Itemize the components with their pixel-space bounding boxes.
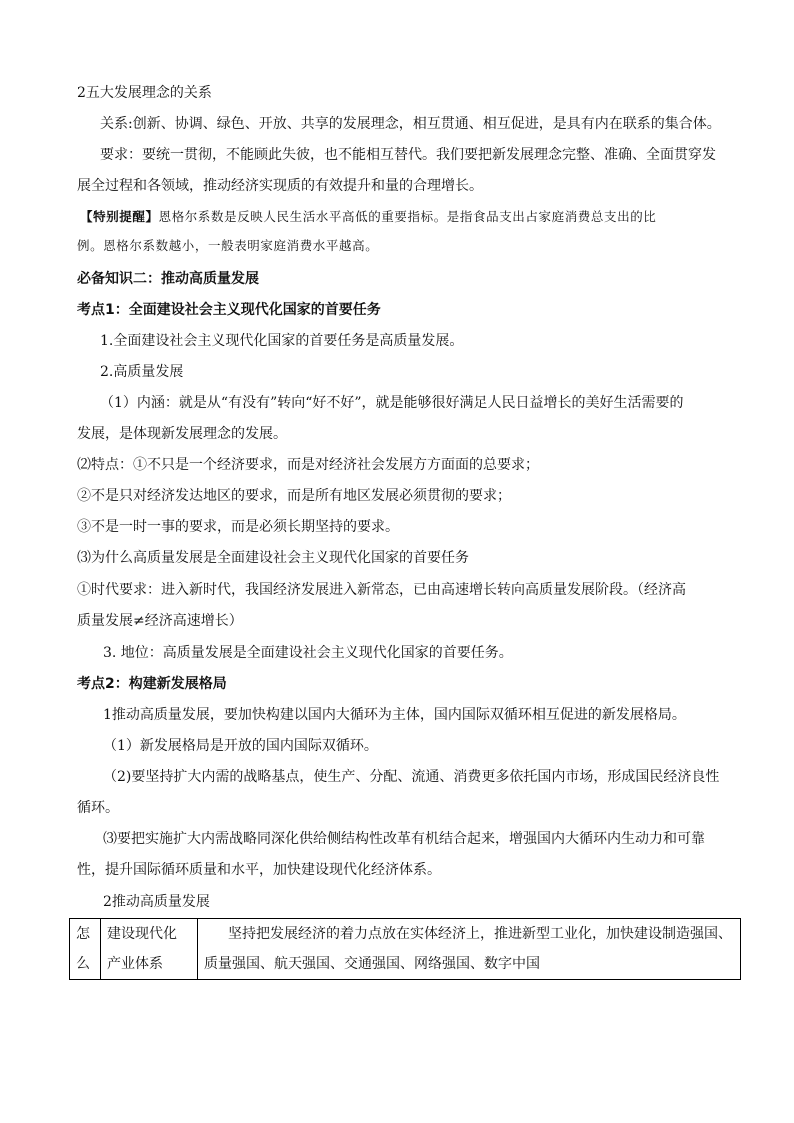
paragraph-line: 1推动高质量发展，要加快构建以国内大循环为主体，国内国际双循环相互促进的新发展格局。: [103, 707, 686, 723]
knowledge-heading: 必备知识二：推动高质量发展: [77, 271, 259, 287]
exam-point-heading: 考点2：构建新发展格局: [77, 676, 227, 692]
tip-line: 例。恩格尔系数越小，一般表明家庭消费水平越高。: [77, 238, 379, 253]
paragraph-line: ①时代要求：进入新时代，我国经济发展进入新常态，已由高速增长转向高质量发展阶段。（经济高: [77, 582, 686, 598]
paragraph-line: （1）新发展格局是开放的国内国际双循环。: [103, 738, 378, 754]
paragraph-line: 循环。: [77, 800, 119, 816]
tip-tag: 【特别提醒】: [80, 209, 159, 224]
table-cell-category: 建设现代化 产业体系: [101, 919, 198, 980]
paragraph-line: 性，提升国际循环质量和水平，加快建设现代化经济体系。: [77, 862, 441, 878]
paragraph-line: 展全过程和各领域，推动经济实现质的有效提升和量的合理增长。: [77, 178, 483, 194]
paragraph-line: 关系:创新、协调、绿色、开放、共享的发展理念，相互贯通、相互促进，是具有内在联系的集合体。: [100, 116, 721, 132]
development-table: [69, 918, 741, 980]
paragraph-line: ③不是一时一事的要求，而是必须长期坚持的要求。: [77, 519, 399, 535]
paragraph-line: 3. 地位：高质量发展是全面建设社会主义现代化国家的首要任务。: [103, 645, 513, 661]
paragraph-line: 2推动高质量发展: [103, 894, 210, 910]
paragraph-line: 发展，是体现新发展理念的发展。: [77, 426, 287, 442]
tip-text: 恩格尔系数是反映人民生活水平高低的重要指标。是指食品支出占家庭消费总支出的比: [158, 209, 657, 224]
table-cell-how: 怎 么: [70, 919, 101, 980]
paragraph-line: 要求：要统一贯彻，不能顾此失彼，也不能相互替代。我们要把新发展理念完整、准确、全面贯穿发: [100, 147, 716, 163]
paragraph-line: ⑶为什么高质量发展是全面建设社会主义现代化国家的首要任务: [77, 550, 469, 566]
exam-point-heading: 考点1：全面建设社会主义现代化国家的首要任务: [77, 302, 381, 318]
tip-line: [80, 208, 656, 226]
table-row: [70, 919, 741, 980]
paragraph-line: ⑵特点：①不只是一个经济要求，而是对经济社会发展方方面面的总要求；: [77, 457, 539, 473]
paragraph-line: 质量发展≠经济高速增长）: [77, 613, 243, 629]
paragraph-line: ⑶要把实施扩大内需战略同深化供给侧结构性改革有机结合起来，增强国内大循环内生动力和可靠: [103, 831, 705, 847]
paragraph-line: 2.高质量发展: [100, 364, 184, 380]
paragraph-line: （2)要坚持扩大内需的战略基点，使生产、分配、流通、消费更多依托国内市场，形成国民经济良性: [103, 769, 720, 785]
paragraph-line: ②不是只对经济发达地区的要求，而是所有地区发展必须贯彻的要求；: [77, 488, 511, 504]
table-cell-content: 坚持把发展经济的着力点放在实体经济上，推进新型工业化，加快建设制造强国、 质量强国、航天强国、交通强国、网络强国、数字中国: [198, 919, 741, 980]
paragraph-line: 1.全面建设社会主义现代化国家的首要任务是高质量发展。: [100, 333, 464, 349]
paragraph-line: （1）内涵：就是从“有没有”转向“好不好”，就是能够很好满足人民日益增长的美好生活需要的: [100, 395, 684, 411]
section-heading: 2五大发展理念的关系: [77, 85, 212, 101]
